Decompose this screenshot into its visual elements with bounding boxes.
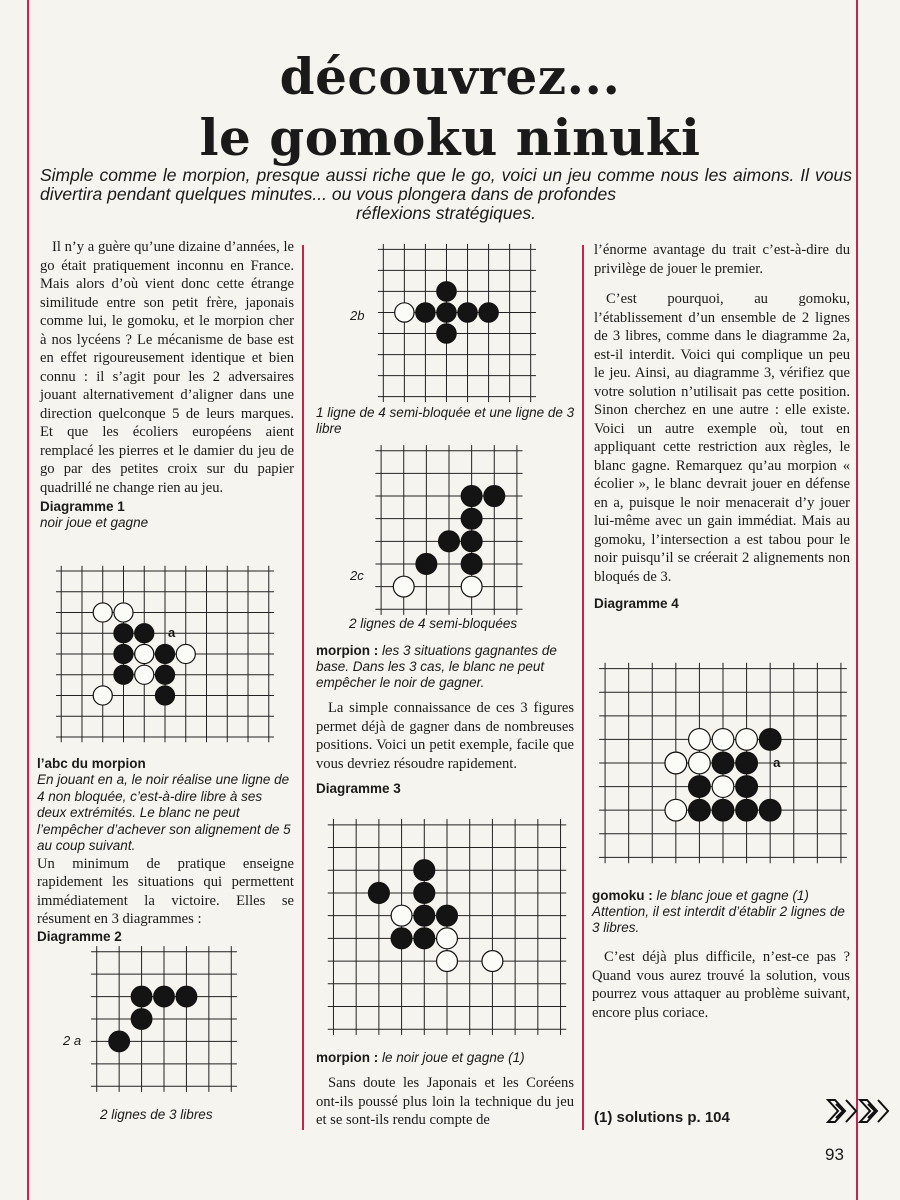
white-stone [176,644,195,663]
black-stone [416,303,435,322]
diagram-4-title: Diagramme 4 [594,596,679,611]
black-stone [368,882,389,903]
morpion-caption-2 [316,1050,574,1066]
white-stone [391,905,412,926]
gomoku-bold: gomoku : [592,888,653,903]
black-stone [437,303,456,322]
black-stone [414,928,435,949]
black-stone [736,776,758,798]
column-2-lower [316,1050,574,1130]
white-stone [437,951,458,972]
black-stone [759,799,781,821]
diagram-4-board [598,656,848,870]
black-stone [391,928,412,949]
black-stone [114,624,133,643]
white-stone [665,799,687,821]
white-stone [736,729,758,751]
diagram-2c-caption: 2 lignes de 4 semi-bloquées [349,616,518,631]
black-stone [479,303,498,322]
white-stone [665,752,687,774]
black-stone [416,554,437,575]
white-stone [93,603,112,622]
gomoku-text: le blanc joue et gagne (1) [652,888,809,903]
page-number: 93 [825,1145,844,1164]
white-stone [437,928,458,949]
white-stone [689,752,711,774]
column-rule-2 [582,245,584,1130]
black-stone [736,799,758,821]
black-stone [712,752,734,774]
knowledge-paragraph: La simple connaissance de ces 3 figures permet déjà de gagner dans de nombreuses positions. Voici un petit exemple, facile que vous devriez résoudre rapidement. [316,700,574,772]
column-1-lower [37,756,294,945]
white-stone [689,729,711,751]
morpion-bold-2: morpion : [316,1050,379,1065]
diagram-2a-caption: 2 lignes de 3 libres [100,1107,213,1122]
lead-paragraph [40,166,852,223]
minimum-paragraph: Un minimum de pratique enseigne rapidement les situations qui permettent immédiatement la victoire. Elles se résument en 3 diagrammes : [37,855,294,927]
black-stone [439,531,460,552]
white-stone [712,776,734,798]
black-stone [437,905,458,926]
harder-paragraph: C’est déjà plus difficile, n’est-ce pas ? Quand vous aurez trouvé la solution, vous pourrez vous attaquer au problème suivant, encore plus coriace. [592,949,850,1021]
morpion-text-1: les 3 situations gagnantes de base. Dans les 3 cas, le blanc ne peut empêcher le noir de gagner. [316,643,557,690]
black-stone [414,860,435,881]
black-stone [414,905,435,926]
black-stone [759,729,781,751]
abc-title: l’abc du morpion [37,756,146,771]
black-stone [689,776,711,798]
black-stone [155,686,174,705]
lead-main: Simple comme le morpion, presque aussi riche que le go, voici un jeu comme nous les aimons. Il vous divertira pendant quelques minutes... ou vous plongera dans de profondes [40,165,852,204]
black-stone [461,508,482,529]
column-rule-1 [302,245,304,1130]
white-stone [135,665,154,684]
right-margin-rule [856,0,858,1200]
abc-text: En jouant en a, le noir réalise une ligne de 4 non bloquée, c’est-à-dire libre à ses deux extrémités. Le blanc ne peut l’empêcher d’achever son alignement de 5 au coup suivant. [37,772,291,853]
black-stone [109,1031,130,1052]
lead-last-line: réflexions stratégiques. [356,203,536,223]
morpion-text-2: le noir joue et gagne (1) [378,1050,525,1065]
title-line-2: le gomoku ninuki [199,108,701,167]
black-stone [712,799,734,821]
black-stone [484,486,505,507]
black-stone [176,986,197,1007]
diagram-2a-board [90,938,238,1100]
column-2-middle [316,643,574,797]
column-3-lower [592,888,850,1022]
diagram-2c-label: 2c [350,568,364,583]
diagram-2a-label: 2 a [63,1033,82,1048]
white-stone [461,576,482,597]
intersection-label: a [168,625,176,641]
white-stone [393,576,414,597]
black-stone [461,486,482,507]
white-stone [135,644,154,663]
advantage-paragraph: l’énorme avantage du trait c’est-à-dire du privilège de jouer le premier. [594,242,850,277]
intro-paragraph: Il n’y a guère qu’une dizaine d’années, le go était pratiquement inconnu en France. Mais alors d’où vient donc cette étrange similitude entre son petit frère, japonais comme lui, le gomoku, et le morpion cher à nos lycéens ? Le mécanisme de base est en effet rigoureusement identique et bien connu : il s’agit pour les 2 adversaires jouant alternativement d’aligner dans une direction quelconque 5 de leurs marques. Et que les écoliers européens aient remplacé les pierres et le damier du jeu de go par des petites croix sur du papier quadrillé ne change rien au jeu. [40,239,294,496]
black-stone [155,665,174,684]
gomoku-warning: Attention, il est interdit d’établir 2 lignes de 3 libres. [592,904,845,935]
black-stone [461,531,482,552]
diagram-2-title: Diagramme 2 [37,928,122,944]
white-stone [712,729,734,751]
black-stone [131,986,152,1007]
black-stone [155,644,174,663]
diagram-2b-caption: 1 ligne de 4 semi-bloquée et une ligne de 3 libre [316,405,575,436]
white-stone [93,686,112,705]
white-stone [482,951,503,972]
diagram-1-board [55,548,275,760]
black-stone [114,644,133,663]
white-stone [114,603,133,622]
black-stone [458,303,477,322]
diagram-1-subtitle: noir joue et gagne [40,515,149,530]
solutions-note: (1) solutions p. 104 [594,1109,730,1126]
gomoku-rules-paragraph: C’est pourquoi, au gomoku, l’établissement d’un ensemble de 2 lignes de 3 libres, comme dans le diagramme 2a, est-il interdit. Voici qui complique un peu le jeu. Ainsi, au diagramme 3, vérifiez que votre solution n’utilisait pas cette position. Sinon cherchez en une autre : elle existe. Voici un autre exemple où, tout en appliquant cette restriction aux règles, le blanc gagne. Remarquez qu’au morpion « écolier », le blanc devrait jouer en défense en a, puisque le noir menacerait d’y jouer lui-même avec un gain immédiat. Mais au gomoku, l’intersection a est tabou pour le noir puisqu’il se créerait 2 alignements non bloqués de 3. [594,291,850,585]
black-stone [689,799,711,821]
diagram-1-title: Diagramme 1 [40,499,125,514]
column-3 [594,241,850,612]
diagram-2c-board [368,444,530,616]
continue-arrows-icon [826,1097,890,1125]
black-stone [414,882,435,903]
black-stone [131,1009,152,1030]
diagram-2b-board [368,243,546,403]
black-stone [461,554,482,575]
black-stone [154,986,175,1007]
intersection-label: a [773,755,781,770]
gomoku-caption [592,888,850,904]
white-stone [395,303,414,322]
morpion-caption-1 [316,643,574,691]
diagram-2b-label: 2b [350,308,365,323]
morpion-bold-1: morpion : [316,643,379,658]
title-line-1: découvrez... [279,47,621,106]
black-stone [114,665,133,684]
column-1 [40,238,294,531]
black-stone [437,324,456,343]
black-stone [437,282,456,301]
diagram-3-board [323,818,571,1036]
black-stone [736,752,758,774]
black-stone [135,624,154,643]
japanese-paragraph: Sans doute les Japonais et les Coréens ont-ils poussé plus loin la technique du jeu et se sont-ils rendu compte de [316,1075,574,1128]
left-margin-rule [27,0,29,1200]
diagram-3-title: Diagramme 3 [316,781,401,796]
